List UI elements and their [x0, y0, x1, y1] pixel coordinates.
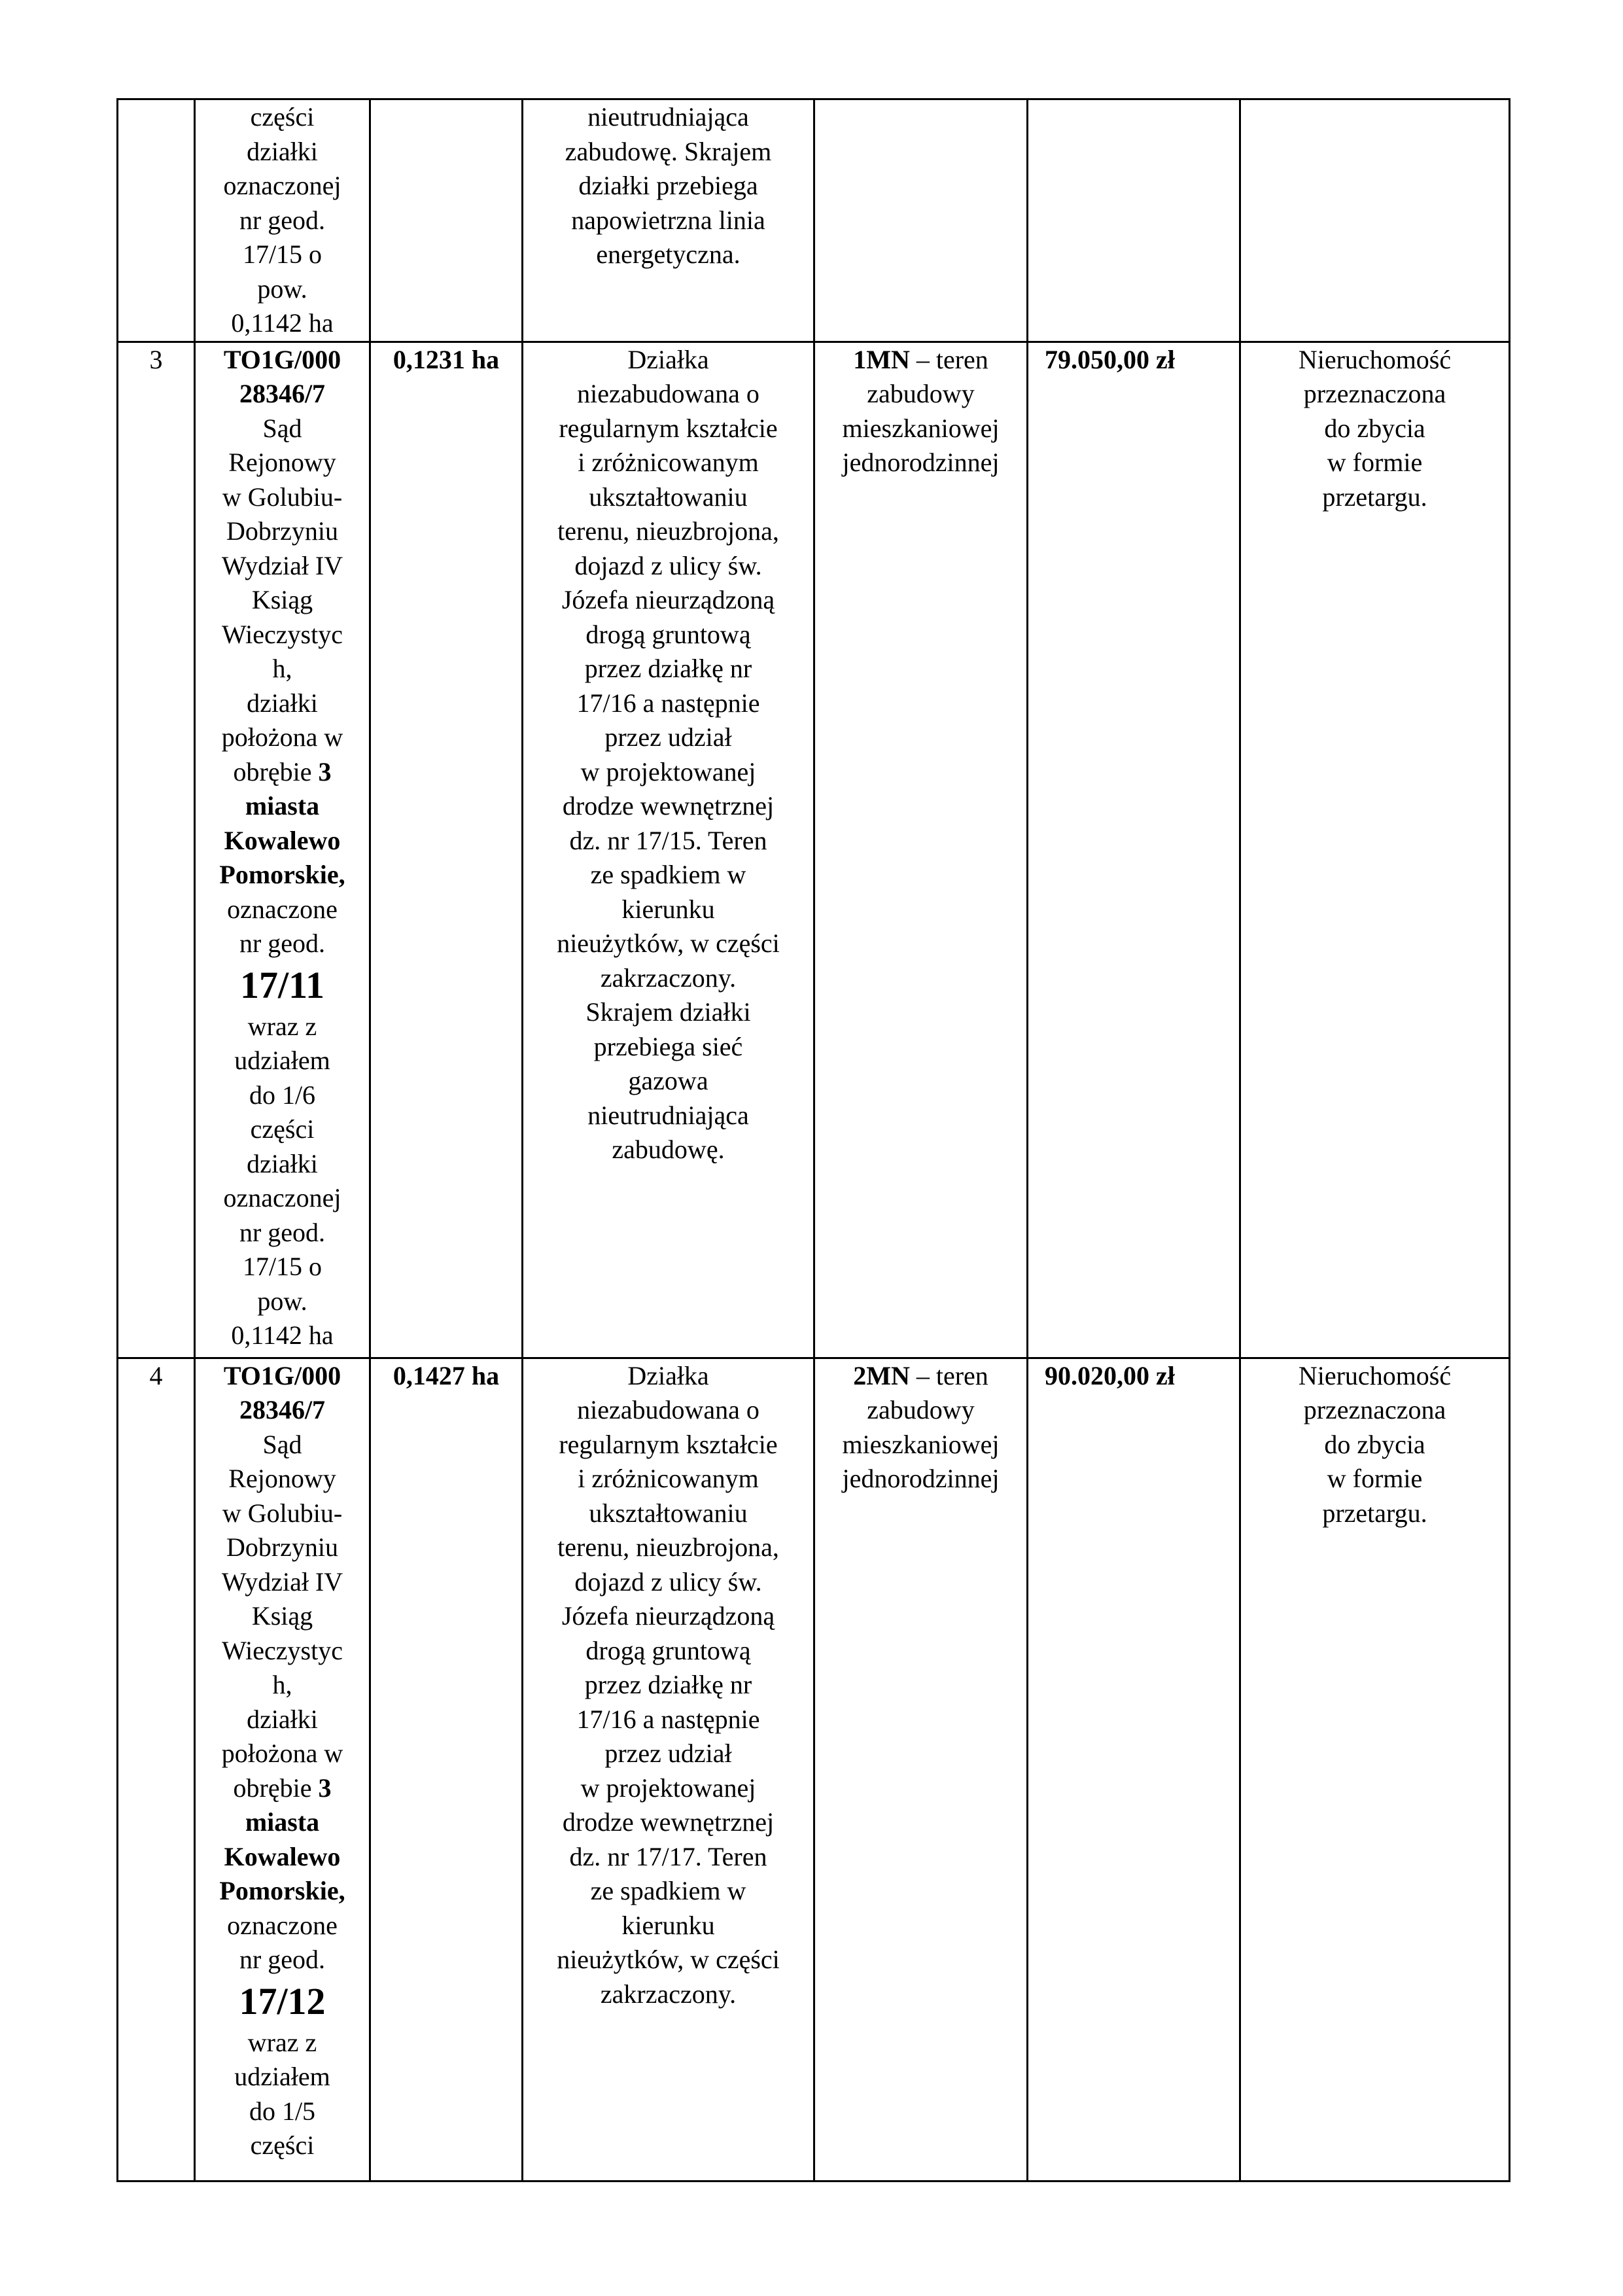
kw-line: 0,1142 ha [231, 1320, 334, 1350]
desc-line: zakrzaczony. [600, 1979, 737, 2009]
cell-area: 0,1231 ha [370, 342, 523, 1358]
desc-line: Działka [627, 344, 709, 374]
obreb-line: obrębie 3 [233, 1773, 332, 1803]
desc-line: przez działkę nr [584, 654, 752, 683]
desc-line: drogą gruntową [585, 1635, 751, 1665]
kw-line: oznaczonej [223, 171, 341, 200]
kw-line: oznaczone [227, 1910, 338, 1940]
cell-land-register [195, 1358, 370, 2181]
form-line: do zbycia [1324, 1429, 1425, 1459]
zoning-line: mieszkaniowej [842, 1429, 1000, 1459]
cell-zoning [814, 99, 1028, 342]
zoning-line: zabudowy [867, 379, 975, 408]
kw-line: działki [247, 136, 318, 166]
desc-line: zabudowę. Skrajem [565, 136, 772, 166]
form-line: przeznaczona [1303, 379, 1446, 408]
kw-line: nr geod. [239, 205, 326, 235]
desc-line: energetyczna. [596, 239, 741, 269]
town-line: Kowalewo [224, 825, 341, 855]
desc-line: Józefa nieurządzoną [561, 1601, 775, 1631]
cell-price: 79.050,00 zł [1028, 342, 1240, 1358]
cell-zoning [814, 342, 1028, 1358]
kw-line: do 1/5 [249, 2096, 316, 2126]
cell-land-register [195, 342, 370, 1358]
form-line: przetargu. [1322, 1498, 1427, 1528]
form-line: przetargu. [1322, 482, 1427, 512]
kw-line: Rejonowy [228, 1464, 336, 1493]
form-line: do zbycia [1324, 413, 1425, 443]
town-line: Pomorskie, [219, 1876, 345, 1905]
cell-no: 4 [118, 1358, 195, 2181]
cell-form [1240, 342, 1510, 1358]
kw-number: TO1G/000 [223, 1360, 341, 1390]
cell-no: 3 [118, 342, 195, 1358]
cell-description [523, 342, 814, 1358]
zoning-title: 2MN – teren [853, 1360, 988, 1390]
desc-line: w projektowanej [580, 1773, 756, 1803]
desc-line: drogą gruntową [585, 619, 751, 649]
kw-line: oznaczonej [223, 1183, 341, 1212]
desc-line: kierunku [621, 1910, 715, 1940]
desc-line: przez działkę nr [584, 1670, 752, 1699]
kw-line: Ksiąg [251, 585, 313, 614]
cell-form [1240, 1358, 1510, 2181]
form-line: w formie [1327, 1464, 1423, 1493]
kw-line: 0,1142 ha [231, 308, 334, 338]
desc-line: dz. nr 17/17. Teren [569, 1841, 767, 1871]
table-row-3 [118, 342, 1510, 1358]
obreb-line: obrębie 3 [233, 756, 332, 786]
desc-line: dojazd z ulicy św. [574, 1566, 762, 1597]
desc-line: Józefa nieurządzoną [561, 585, 775, 614]
kw-line: Wieczystyc [222, 1635, 343, 1665]
kw-line: części [250, 2130, 315, 2160]
form-line: Nieruchomość [1298, 344, 1452, 374]
desc-line: zabudowę. [612, 1135, 725, 1164]
kw-line: 17/15 o [242, 239, 323, 269]
kw-line: Sąd [262, 1429, 302, 1459]
kw-line: wraz z [247, 2027, 317, 2057]
kw-line: oznaczone [227, 894, 338, 924]
desc-line: w projektowanej [580, 756, 756, 786]
desc-line: ukształtowaniu [589, 1498, 748, 1528]
desc-line: regularnym kształcie [559, 413, 778, 443]
kw-line: wraz z [247, 1011, 317, 1041]
town-line: miasta [245, 791, 320, 821]
kw-number: TO1G/000 [223, 344, 341, 374]
zoning-line: mieszkaniowej [842, 413, 1000, 443]
desc-line: i zróżnicowanym [578, 448, 759, 477]
kw-line: Wydział IV [221, 550, 343, 580]
desc-line: niezabudowana o [577, 379, 759, 408]
zoning-line: jednorodzinnej [842, 448, 1000, 477]
desc-line: ukształtowaniu [589, 482, 748, 512]
desc-line: niezabudowana o [577, 1395, 759, 1424]
kw-line: nr geod. [239, 1945, 326, 1974]
cell-description [523, 1358, 814, 2181]
desc-line: terenu, nieuzbrojona, [557, 1532, 779, 1562]
desc-line: przebiega sieć [593, 1031, 743, 1061]
kw-line: nr geod. [239, 1217, 326, 1247]
desc-line: 17/16 a następnie [576, 688, 760, 718]
cell-description [523, 99, 814, 342]
kw-line: części [250, 1114, 315, 1144]
kw-number: 28346/7 [239, 1395, 326, 1424]
cell-no [118, 99, 195, 342]
table-row-4 [118, 1358, 1510, 2181]
desc-line: 17/16 a następnie [576, 1704, 760, 1734]
kw-number: 28346/7 [239, 379, 326, 408]
town-line: Pomorskie, [219, 860, 345, 889]
cell-form [1240, 99, 1510, 342]
desc-line: dojazd z ulicy św. [574, 550, 762, 580]
kw-line: położona w [221, 1739, 343, 1768]
form-line: w formie [1327, 448, 1423, 477]
desc-line: nieutrudniająca [587, 102, 749, 132]
desc-line: działki przebiega [578, 171, 758, 200]
desc-line: dz. nr 17/15. Teren [569, 825, 767, 855]
kw-line: położona w [221, 722, 343, 752]
form-line: Nieruchomość [1298, 1360, 1452, 1390]
zoning-title: 1MN – teren [853, 344, 988, 374]
desc-line: przez udział [604, 722, 732, 752]
desc-line: regularnym kształcie [559, 1429, 778, 1459]
desc-line: i zróżnicowanym [578, 1464, 759, 1493]
cell-zoning [814, 1358, 1028, 2181]
kw-line: Ksiąg [251, 1601, 313, 1631]
kw-line: działki [247, 688, 318, 718]
zoning-line: zabudowy [867, 1395, 975, 1424]
desc-line: nieużytków, w części [557, 928, 780, 958]
desc-line: nieutrudniająca [587, 1100, 749, 1130]
cell-area: 0,1427 ha [370, 1358, 523, 2181]
town-line: miasta [245, 1807, 320, 1837]
parcel-number: 17/12 [239, 1979, 326, 2022]
desc-line: zakrzaczony. [600, 963, 737, 993]
kw-line: Wieczystyc [222, 619, 343, 649]
cell-price [1028, 99, 1240, 342]
property-table [116, 98, 1510, 2182]
desc-line: Działka [627, 1360, 709, 1390]
town-line: Kowalewo [224, 1841, 341, 1871]
desc-line: ze spadkiem w [590, 1876, 746, 1905]
desc-line: przez udział [604, 1739, 732, 1768]
desc-line: gazowa [628, 1066, 708, 1095]
kw-line: h, [272, 654, 292, 683]
table-row-continuation [118, 99, 1510, 342]
desc-line: napowietrzna linia [571, 205, 765, 235]
kw-line: działki [247, 1148, 318, 1178]
kw-line: Sąd [262, 413, 302, 443]
kw-line: w Golubiu- [222, 1498, 343, 1528]
kw-line: udziałem [234, 2062, 330, 2091]
desc-line: drodze wewnętrznej [562, 1807, 775, 1837]
kw-line: udziałem [234, 1046, 330, 1075]
kw-line: nr geod. [239, 928, 326, 958]
kw-line: Dobrzyniu [226, 516, 339, 546]
desc-line: Skrajem działki [585, 997, 751, 1027]
zoning-line: jednorodzinnej [842, 1464, 1000, 1493]
cell-land-register [195, 99, 370, 342]
kw-line: Rejonowy [228, 448, 336, 477]
form-line: przeznaczona [1303, 1395, 1446, 1424]
kw-line: pow. [257, 1286, 307, 1316]
kw-line: działki [247, 1704, 318, 1734]
cell-price: 90.020,00 zł [1028, 1358, 1240, 2181]
desc-line: nieużytków, w części [557, 1945, 780, 1974]
cell-area [370, 99, 523, 342]
kw-line: Dobrzyniu [226, 1532, 339, 1562]
kw-line: Wydział IV [221, 1566, 343, 1597]
parcel-number: 17/11 [240, 963, 324, 1006]
kw-line: h, [272, 1670, 292, 1699]
desc-line: ze spadkiem w [590, 860, 746, 889]
kw-line: części [250, 102, 315, 132]
desc-line: kierunku [621, 894, 715, 924]
desc-line: drodze wewnętrznej [562, 791, 775, 821]
desc-line: terenu, nieuzbrojona, [557, 516, 779, 546]
kw-line: 17/15 o [242, 1252, 323, 1281]
kw-line: pow. [257, 274, 307, 304]
kw-line: do 1/6 [249, 1080, 316, 1110]
kw-line: w Golubiu- [222, 482, 343, 512]
